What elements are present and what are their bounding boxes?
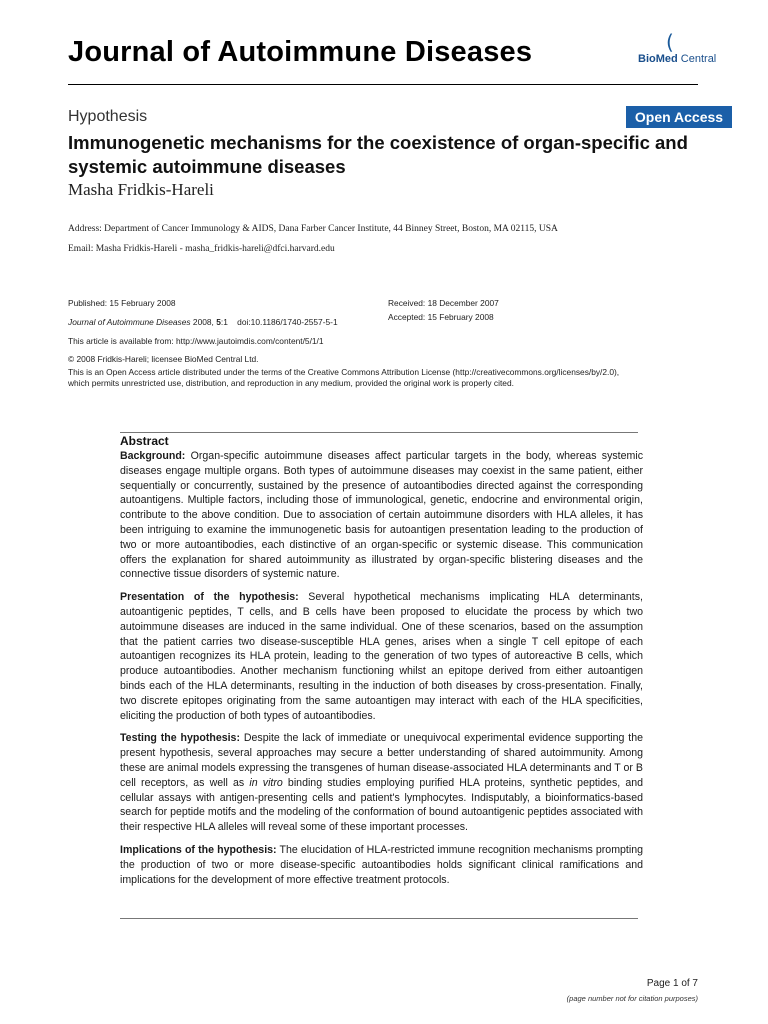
logo-text: BioMed Central — [638, 53, 717, 65]
author-name: Masha Fridkis-Hareli — [68, 180, 214, 199]
abstract — [120, 434, 643, 895]
biomed-arc-icon: ( — [666, 30, 674, 54]
copyright: © 2008 Fridkis-Hareli; licensee BioMed Central Ltd. — [68, 354, 259, 364]
open-access-badge: Open Access — [626, 106, 732, 128]
article-title: Immunogenetic mechanisms for the coexistence of organ-specific and systemic autoimmune diseases — [68, 132, 688, 177]
abstract-bottom-rule — [120, 918, 638, 919]
abstract-presentation: Presentation of the hypothesis: Several hypothetical mechanisms implicating HLA determinants, autoantigenic peptides, T cells, and B cells have been proposed to elucidate the process by which two autoimmune diseases are induced in the same individual. One of these scenarios, based on the assumption that the patient carries two disease-susceptible HLA genes, arises when a single T cell epitope of each autoantigen recognizes its HLA protein, leading to the generation of two types of autoreactive B cells, which produce autoantibodies. Another mechanism functioning whilst an epitope derived from either autoantigen binds each of the HLA determinants, resulting in the induction of both diseases by cross-presentation. Finally, two discrete epitopes originating from the same autoantigen may interact with each of the HLA specificities, eliciting the production of both types of autoantibodies. — [120, 591, 643, 722]
biomed-central-logo — [622, 30, 717, 72]
license-line-2: which permits unrestricted use, distribution, and reproduction in any medium, provided the original work is properly cited. — [68, 378, 514, 388]
abstract-background: Background: Organ-specific autoimmune diseases affect particular targets in the body, whereas systemic diseases engage multiple organs. Both types of autoimmune diseases may coexist in the same patient, either sequentially or concurrently, sustained by the presence of autoantibodies directed against the corresponding autoantigens. Multiple factors, including those of immunological, genetic, endocrine and environmental origin, contribute to the above condition. Due to association of certain autoimmune disorders with HLA alleles, it has been intriguing to examine the immunogenetic basis for autoantigen presentation leading to the production of two or more autoantibodies, each distinctive of an organ-specific or systemic disease. This communication offers the explanation for shared autoimmunity as illustrated by organ-specific blistering diseases and the connective tissue disorders of systemic nature. — [120, 450, 643, 581]
page-number-note: (page number not for citation purposes) — [566, 994, 698, 1003]
abstract-testing: Testing the hypothesis: Despite the lack of immediate or unequivocal experimental evidence supporting the present hypothesis, several approaches may secure a better understanding of shared autoimmunity. Among these are animal models expressing the transgenes of human disease-associated HLA determinants and T or B cell receptors, as well as in vitro binding studies employing purified HLA proteins, synthetic peptides, and cellular assays with antigen-presenting cells and patient's lymphocytes. Indisputably, a bioinformatics-based search for peptide motifs and the modeling of the conformation of bound autoantigenic peptides associated with their respective HLA alleles will reveal some of these important processes. — [120, 732, 644, 834]
author-email: Email: Masha Fridkis-Hareli - masha_fridkis-hareli@dfci.harvard.edu — [68, 244, 335, 254]
citation: Journal of Autoimmune Diseases 2008, 5:1 doi:10.1186/1740-2557-5-1 — [68, 317, 338, 327]
article-type: Hypothesis — [68, 108, 148, 125]
abstract-implications: Implications of the hypothesis: The elucidation of HLA-restricted immune recognition mechanisms prompting the production of two or more disease-specific autoantibodies holds significant clinical ramifications and implications for the development of more effective treatment protocols. — [120, 843, 643, 886]
page-number: Page 1 of 7 — [646, 978, 698, 989]
abstract-heading: Abstract — [120, 434, 169, 448]
license-line-1: This is an Open Access article distributed under the terms of the Creative Commons Attribution License (http://creativecommons.org/licenses/by/2.0), — [68, 367, 620, 377]
header-divider — [68, 84, 698, 85]
article-url[interactable]: This article is available from: http://www.jautoimdis.com/content/5/1/1 — [68, 336, 324, 346]
received-date: Received: 18 December 2007 — [388, 298, 499, 308]
journal-title: Journal of Autoimmune Diseases — [68, 36, 533, 68]
accepted-date: Accepted: 15 February 2008 — [388, 312, 494, 322]
published-date: Published: 15 February 2008 — [68, 298, 176, 308]
abstract-top-rule — [120, 432, 638, 433]
author-address: Address: Department of Cancer Immunology & AIDS, Dana Farber Cancer Institute, 44 Binney Street, Boston, MA 02115, USA — [68, 224, 558, 234]
